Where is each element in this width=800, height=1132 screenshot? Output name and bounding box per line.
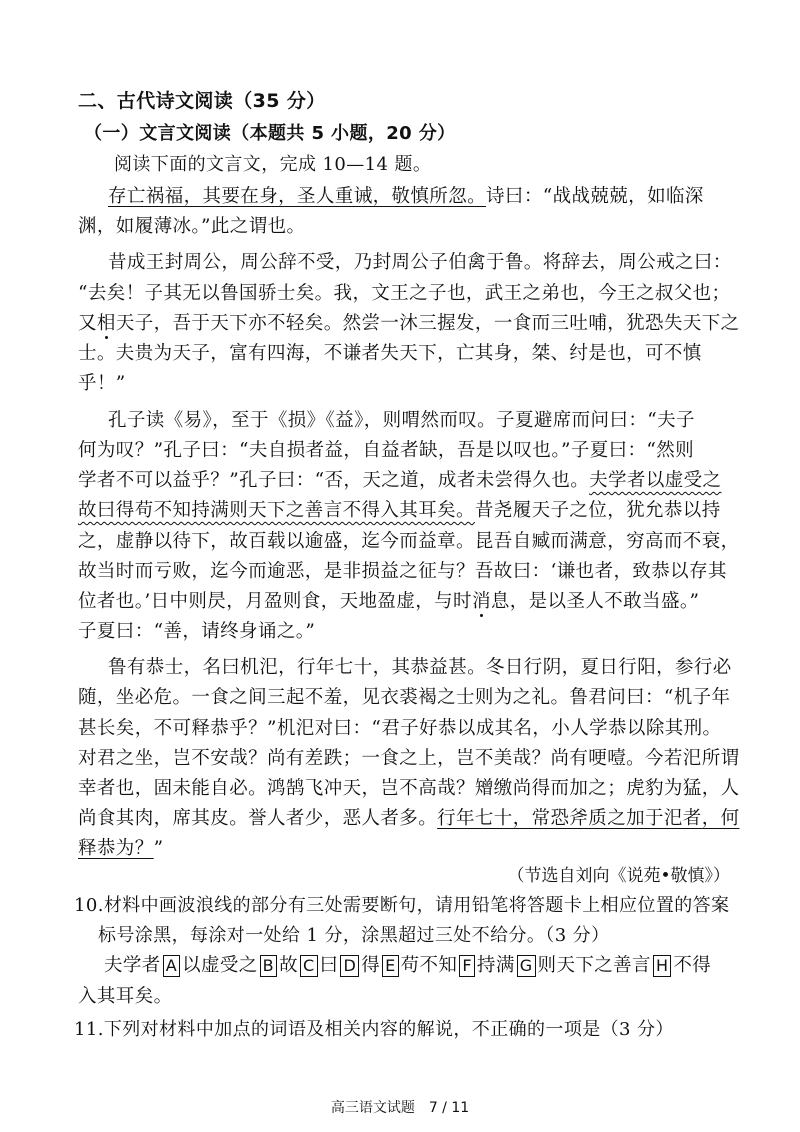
page-footer: 高三语文试题 7 / 11 (330, 1100, 470, 1116)
passage-line: 士。夫贵为天子，富有四海，不谦者失天下，亡其身，桀、纣是也，可不慎 (78, 343, 702, 364)
question-11: 11.下列对材料中加点的词语及相关内容的解说，不正确的一项是（3 分） (74, 1019, 674, 1040)
passage-line: 鲁有恭士，名曰机汜，行年七十，其恭益甚。冬日行阴，夏日行阳，参行必 (108, 657, 732, 678)
choice-box-g[interactable]: G (517, 955, 536, 977)
passage-line: 释恭为？” (78, 838, 164, 859)
passage-line: 故曰得苟不知持满则天下之善言不得入其耳矣。昔尧履天子之位，犹允恭以持 (78, 500, 721, 521)
passage-line: 昔成王封周公，周公辞不受，乃封周公子伯禽于鲁。将辞去，周公戒之曰： (108, 252, 732, 273)
passage-line: 位者也。’日中则昃，月盈则食，天地盈虚，与时消息，是以圣人不敢当盛。” (78, 591, 700, 612)
choice-box-f[interactable]: F (459, 955, 475, 977)
passage-line: 存亡祸福，其要在身，圣人重诫，敬慎所忽。诗曰：“战战兢兢，如临深 (108, 186, 704, 207)
instructions: 阅读下面的文言文，完成 10—14 题。 (114, 154, 432, 175)
section-title: 二、古代诗文阅读（35 分） (78, 90, 326, 112)
passage-line: 幸者也，固未能自必。鸿鹄飞冲天，岂不高哉？矰缴尚得而加之；虎豹为猛，人 (78, 778, 740, 799)
choice-box-e[interactable]: E (382, 955, 399, 977)
passage-line: 学者不可以益乎？”孔子曰：“否，天之道，成者未尝得久也。夫学者以虚受之 (78, 470, 722, 491)
dotted-word: 消 (471, 591, 491, 612)
passage-line: 随，坐必危。一食之间三起不羞，见衣裘褐之士则为之礼。鲁君问曰：“机子年 (78, 687, 731, 708)
segmentation-line-end: 入其耳矣。 (78, 986, 173, 1007)
passage-line: 又相天子，吾于天下亦不轻矣。然尝一沐三握发，一食而三吐哺，犹恐失天下之 (78, 313, 740, 334)
choice-box-b[interactable]: B (260, 955, 277, 977)
choice-box-a[interactable]: A (163, 955, 180, 977)
source-citation: （节选自刘向《说苑•敬慎》） (507, 866, 730, 886)
choice-box-c[interactable]: C (300, 955, 318, 977)
subsection-title: （一）文言文阅读（本题共 5 小题，20 分） (84, 123, 456, 144)
choice-box-h[interactable]: H (653, 955, 671, 977)
passage-line: 何为叹？”孔子曰：“夫自损者益，自益者缺，吾是以叹也。”子夏曰：“然则 (78, 440, 695, 461)
wavy-underlined-text: 故曰得苟不知持满则天下之善言不得入其耳矣。 (78, 500, 475, 521)
passage-line: 尚食其肉，席其皮。誉人者少，恶人者多。行年七十，常恐斧质之加于汜者，何 (78, 808, 740, 829)
passage-line: 渊，如履薄冰。”此之谓也。 (78, 216, 306, 237)
dotted-word: 相 (96, 313, 116, 334)
passage-line: 之，虚静以待下，故百载以逾盛，迄今而益章。昆吾自臧而满意，穷高而不衰， (78, 531, 740, 552)
passage-line: 子夏曰：“善，请终身诵之。” (78, 621, 316, 642)
passage-line: 甚长矣，不可释恭乎？”机汜对曰：“君子好恭以成其名，小人学恭以除其刑。 (78, 718, 722, 739)
wavy-underlined-text: 夫学者以虚受之 (589, 470, 722, 491)
passage-line: 故当时而亏败，迄今而逾恶，是非损益之征与？吾故曰：‘谦也者，致恭以存其 (78, 561, 727, 582)
segmentation-line: 夫学者 A 以虚受之 B 故 C 曰 D 得 E 苟不知 F 持满 G 则天下之善言 H 不得 (104, 955, 712, 976)
choice-box-d[interactable]: D (340, 955, 359, 977)
underlined-sentence: 行年七十，常恐斧质之加于汜者，何 (437, 808, 740, 829)
question-10-line2: 标号涂黑，每涂对一处给 1 分，涂黑超过三处不给分。（3 分） (98, 925, 610, 946)
passage-line: 孔子读《易》，至于《损》《益》，则喟然而叹。子夏避席而问曰：“夫子 (108, 410, 695, 431)
underlined-sentence: 释恭为？ (78, 838, 154, 859)
passage-line: 乎！” (78, 373, 126, 394)
question-10: 10.材料中画波浪线的部分有三处需要断句，请用铅笔将答题卡上相应位置的答案 (74, 895, 730, 916)
passage-line: 对君之坐，岂不安哉？尚有差跌；一食之上，岂不美哉？尚有哽噎。今若汜所谓 (78, 748, 740, 769)
passage-line: “去矣！子其无以鲁国骄士矣。我，文王之子也，武王之弟也，今王之叔父也； (78, 283, 731, 304)
underlined-sentence: 存亡祸福，其要在身，圣人重诫，敬慎所忽。 (108, 186, 487, 207)
